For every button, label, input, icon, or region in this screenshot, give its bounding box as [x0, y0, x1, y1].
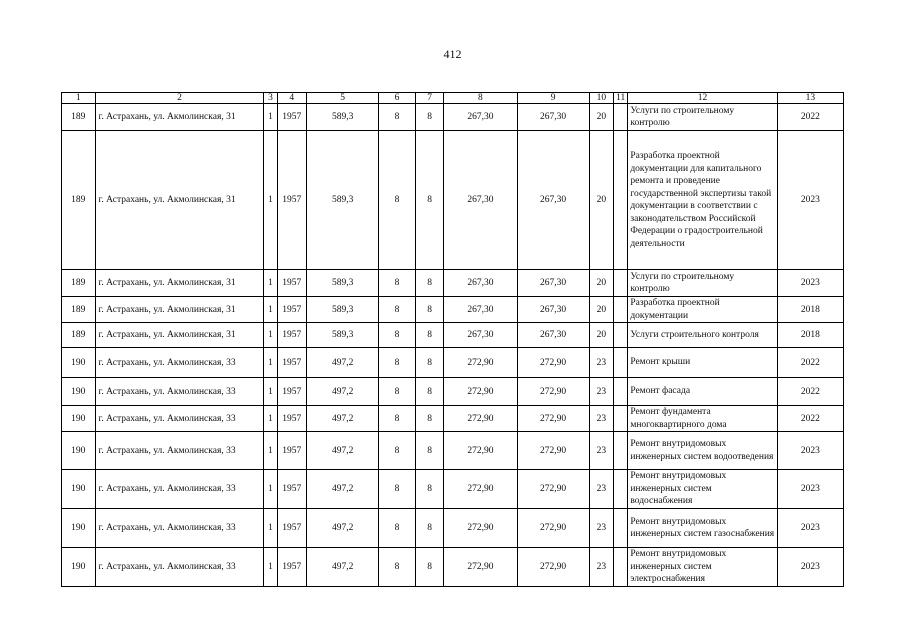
table-row	[62, 297, 844, 323]
area-cell: 589,3	[307, 104, 379, 131]
table-row	[62, 270, 844, 297]
year-cell: 1957	[277, 470, 306, 509]
address-cell: г. Астрахань, ул. Акмолинская, 33	[95, 509, 264, 548]
column-header: 13	[777, 93, 843, 104]
c6-cell: 8	[379, 348, 416, 378]
c7-cell: 8	[415, 378, 443, 406]
address-cell: г. Астрахань, ул. Акмолинская, 33	[95, 406, 264, 432]
row-number: 190	[62, 348, 96, 378]
column-header: 2	[95, 93, 264, 104]
work-type-cell: Ремонт внутридомовых инженерных систем газоснабжения	[628, 509, 777, 548]
page-number: 412	[443, 47, 462, 61]
c3-cell: 1	[264, 406, 277, 432]
table-header-row	[62, 93, 844, 104]
year-cell: 1957	[277, 270, 306, 297]
c7-cell: 8	[415, 131, 443, 270]
plan-year-cell: 2022	[777, 406, 843, 432]
plan-year-cell: 2023	[777, 270, 843, 297]
c3-cell: 1	[264, 104, 277, 131]
c11-cell	[614, 470, 628, 509]
c10-cell: 23	[589, 378, 613, 406]
area-cell: 497,2	[307, 470, 379, 509]
c9-cell: 267,30	[517, 323, 589, 348]
row-number: 189	[62, 131, 96, 270]
c6-cell: 8	[379, 270, 416, 297]
c9-cell: 267,30	[517, 270, 589, 297]
column-header: 7	[415, 93, 443, 104]
year-cell: 1957	[277, 131, 306, 270]
repair-schedule-table	[61, 92, 844, 587]
address-cell: г. Астрахань, ул. Акмолинская, 33	[95, 348, 264, 378]
year-cell: 1957	[277, 432, 306, 470]
table-row	[62, 432, 844, 470]
c10-cell: 23	[589, 509, 613, 548]
area-cell: 497,2	[307, 406, 379, 432]
c6-cell: 8	[379, 323, 416, 348]
c3-cell: 1	[264, 297, 277, 323]
c7-cell: 8	[415, 548, 443, 587]
column-header: 12	[628, 93, 777, 104]
column-header: 6	[379, 93, 416, 104]
year-cell: 1957	[277, 548, 306, 587]
c9-cell: 272,90	[517, 548, 589, 587]
c11-cell	[614, 104, 628, 131]
year-cell: 1957	[277, 348, 306, 378]
work-type-cell: Услуги по строительному контролю	[628, 104, 777, 131]
c7-cell: 8	[415, 348, 443, 378]
c10-cell: 20	[589, 104, 613, 131]
c8-cell: 272,90	[444, 509, 517, 548]
year-cell: 1957	[277, 406, 306, 432]
c9-cell: 272,90	[517, 509, 589, 548]
row-number: 190	[62, 548, 96, 587]
plan-year-cell: 2023	[777, 548, 843, 587]
row-number: 190	[62, 470, 96, 509]
c9-cell: 272,90	[517, 432, 589, 470]
c11-cell	[614, 131, 628, 270]
work-type-cell: Ремонт фасада	[628, 378, 777, 406]
plan-year-cell: 2022	[777, 378, 843, 406]
year-cell: 1957	[277, 378, 306, 406]
c8-cell: 267,30	[444, 270, 517, 297]
table-row	[62, 509, 844, 548]
area-cell: 589,3	[307, 323, 379, 348]
c9-cell: 267,30	[517, 104, 589, 131]
plan-year-cell: 2018	[777, 323, 843, 348]
row-number: 190	[62, 432, 96, 470]
c10-cell: 20	[589, 323, 613, 348]
work-type-cell: Ремонт крыши	[628, 348, 777, 378]
address-cell: г. Астрахань, ул. Акмолинская, 31	[95, 297, 264, 323]
c3-cell: 1	[264, 323, 277, 348]
c8-cell: 272,90	[444, 378, 517, 406]
c6-cell: 8	[379, 509, 416, 548]
c11-cell	[614, 432, 628, 470]
address-cell: г. Астрахань, ул. Акмолинская, 31	[95, 104, 264, 131]
table-row	[62, 470, 844, 509]
year-cell: 1957	[277, 104, 306, 131]
c8-cell: 272,90	[444, 470, 517, 509]
c10-cell: 23	[589, 432, 613, 470]
c8-cell: 272,90	[444, 406, 517, 432]
column-header: 3	[264, 93, 277, 104]
c6-cell: 8	[379, 297, 416, 323]
work-type-cell: Ремонт внутридомовых инженерных систем электроснабжения	[628, 548, 777, 587]
address-cell: г. Астрахань, ул. Акмолинская, 33	[95, 432, 264, 470]
c10-cell: 23	[589, 470, 613, 509]
row-number: 190	[62, 378, 96, 406]
area-cell: 497,2	[307, 548, 379, 587]
c7-cell: 8	[415, 470, 443, 509]
row-number: 189	[62, 104, 96, 131]
table-row	[62, 131, 844, 270]
c9-cell: 272,90	[517, 378, 589, 406]
row-number: 190	[62, 509, 96, 548]
plan-year-cell: 2023	[777, 131, 843, 270]
c8-cell: 272,90	[444, 348, 517, 378]
c8-cell: 267,30	[444, 297, 517, 323]
plan-year-cell: 2023	[777, 509, 843, 548]
address-cell: г. Астрахань, ул. Акмолинская, 31	[95, 270, 264, 297]
c9-cell: 267,30	[517, 297, 589, 323]
address-cell: г. Астрахань, ул. Акмолинская, 33	[95, 378, 264, 406]
year-cell: 1957	[277, 297, 306, 323]
c3-cell: 1	[264, 378, 277, 406]
c8-cell: 272,90	[444, 548, 517, 587]
table-row	[62, 378, 844, 406]
c10-cell: 23	[589, 348, 613, 378]
c7-cell: 8	[415, 104, 443, 131]
work-type-cell: Ремонт внутридомовых инженерных систем водоснабжения	[628, 470, 777, 509]
row-number: 189	[62, 323, 96, 348]
c6-cell: 8	[379, 131, 416, 270]
c11-cell	[614, 270, 628, 297]
area-cell: 589,3	[307, 270, 379, 297]
column-header: 4	[277, 93, 306, 104]
work-type-cell: Ремонт фундамента многоквартирного дома	[628, 406, 777, 432]
c3-cell: 1	[264, 432, 277, 470]
c7-cell: 8	[415, 297, 443, 323]
work-type-cell: Разработка проектной документации для капитального ремонта и проведение государственной экспертизы такой документации в соответствии с законодательством Российской Федерации о градостроительной деятельности	[628, 131, 777, 270]
column-header: 9	[517, 93, 589, 104]
column-header: 1	[62, 93, 96, 104]
c7-cell: 8	[415, 406, 443, 432]
row-number: 190	[62, 406, 96, 432]
row-number: 189	[62, 297, 96, 323]
c11-cell	[614, 509, 628, 548]
plan-year-cell: 2023	[777, 432, 843, 470]
area-cell: 589,3	[307, 297, 379, 323]
area-cell: 497,2	[307, 509, 379, 548]
area-cell: 497,2	[307, 348, 379, 378]
table-row	[62, 548, 844, 587]
c6-cell: 8	[379, 548, 416, 587]
c11-cell	[614, 323, 628, 348]
c10-cell: 23	[589, 406, 613, 432]
c7-cell: 8	[415, 323, 443, 348]
c6-cell: 8	[379, 406, 416, 432]
c11-cell	[614, 297, 628, 323]
c11-cell	[614, 378, 628, 406]
c9-cell: 272,90	[517, 470, 589, 509]
year-cell: 1957	[277, 323, 306, 348]
work-type-cell: Разработка проектной документации	[628, 297, 777, 323]
c3-cell: 1	[264, 270, 277, 297]
work-type-cell: Ремонт внутридомовых инженерных систем водоотведения	[628, 432, 777, 470]
c3-cell: 1	[264, 348, 277, 378]
c6-cell: 8	[379, 470, 416, 509]
plan-year-cell: 2022	[777, 104, 843, 131]
column-header: 8	[444, 93, 517, 104]
c6-cell: 8	[379, 378, 416, 406]
address-cell: г. Астрахань, ул. Акмолинская, 31	[95, 131, 264, 270]
c9-cell: 272,90	[517, 348, 589, 378]
column-header: 5	[307, 93, 379, 104]
c9-cell: 267,30	[517, 131, 589, 270]
area-cell: 497,2	[307, 432, 379, 470]
row-number: 189	[62, 270, 96, 297]
address-cell: г. Астрахань, ул. Акмолинская, 33	[95, 470, 264, 509]
table-row	[62, 348, 844, 378]
c3-cell: 1	[264, 509, 277, 548]
c3-cell: 1	[264, 548, 277, 587]
c9-cell: 272,90	[517, 406, 589, 432]
table-row	[62, 104, 844, 131]
work-type-cell: Услуги строительного контроля	[628, 323, 777, 348]
c11-cell	[614, 406, 628, 432]
plan-year-cell: 2018	[777, 297, 843, 323]
address-cell: г. Астрахань, ул. Акмолинская, 33	[95, 548, 264, 587]
c3-cell: 1	[264, 131, 277, 270]
c3-cell: 1	[264, 470, 277, 509]
area-cell: 497,2	[307, 378, 379, 406]
c8-cell: 267,30	[444, 323, 517, 348]
c7-cell: 8	[415, 432, 443, 470]
work-type-cell: Услуги по строительному контролю	[628, 270, 777, 297]
c10-cell: 20	[589, 131, 613, 270]
table-row	[62, 406, 844, 432]
c11-cell	[614, 548, 628, 587]
plan-year-cell: 2023	[777, 470, 843, 509]
column-header: 10	[589, 93, 613, 104]
column-header: 11	[614, 93, 628, 104]
c10-cell: 20	[589, 297, 613, 323]
year-cell: 1957	[277, 509, 306, 548]
c8-cell: 267,30	[444, 104, 517, 131]
c8-cell: 267,30	[444, 131, 517, 270]
c10-cell: 20	[589, 270, 613, 297]
plan-year-cell: 2022	[777, 348, 843, 378]
table-row	[62, 323, 844, 348]
c11-cell	[614, 348, 628, 378]
c10-cell: 23	[589, 548, 613, 587]
c6-cell: 8	[379, 432, 416, 470]
c7-cell: 8	[415, 270, 443, 297]
area-cell: 589,3	[307, 131, 379, 270]
address-cell: г. Астрахань, ул. Акмолинская, 31	[95, 323, 264, 348]
c7-cell: 8	[415, 509, 443, 548]
c8-cell: 272,90	[444, 432, 517, 470]
c6-cell: 8	[379, 104, 416, 131]
